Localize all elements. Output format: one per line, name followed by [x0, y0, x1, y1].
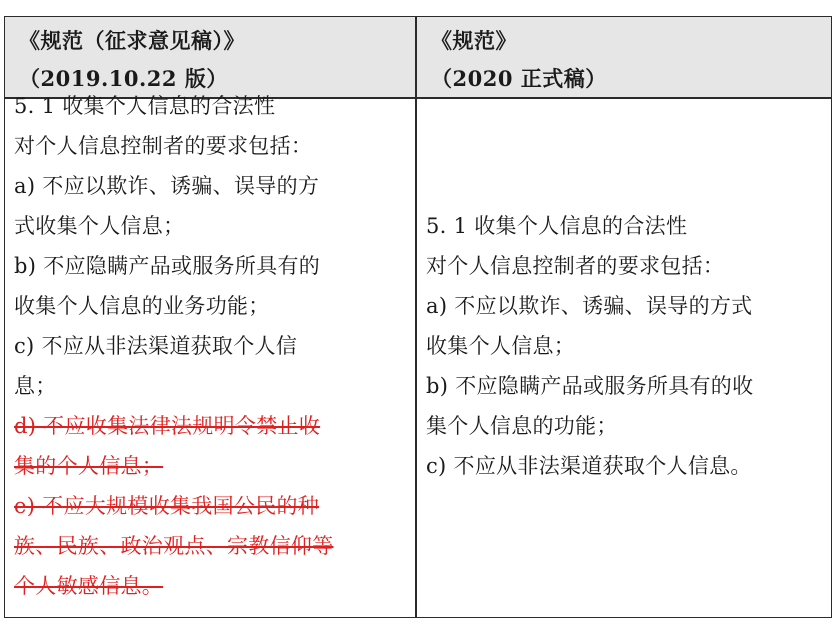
final-line: 集个人信息的功能；	[426, 414, 618, 438]
draft-line: c) 不应从非法渠道获取个人信	[14, 334, 298, 358]
draft-line: 对个人信息控制者的要求包括：	[14, 134, 313, 158]
header-draft-title: 《规范（征求意见稿）》	[19, 28, 245, 53]
draft-line: 收集个人信息的业务功能；	[14, 294, 270, 318]
header-final-version	[431, 17, 821, 97]
draft-line: a) 不应以欺诈、诱骗、误导的方	[14, 174, 320, 198]
header-final-title: 《规范》	[431, 28, 517, 53]
draft-line: 息；	[14, 374, 57, 398]
final-line: 对个人信息控制者的要求包括：	[426, 254, 725, 278]
final-line: a) 不应以欺诈、诱骗、误导的方式	[426, 294, 753, 318]
draft-line: 5. 1 收集个人信息的合法性	[14, 94, 276, 118]
header-draft-date: （2019.10.22 版）	[19, 66, 228, 91]
deleted-line: d) 不应收集法律法规明令禁止收	[14, 414, 321, 438]
deleted-line: 集的个人信息；	[14, 454, 164, 478]
draft-line: 式收集个人信息；	[14, 214, 185, 238]
draft-content	[14, 86, 404, 606]
final-content	[426, 206, 821, 486]
draft-line: b) 不应隐瞒产品或服务所具有的	[14, 254, 321, 278]
deleted-line: e) 不应大规模收集我国公民的种	[14, 494, 320, 518]
deleted-line: 个人敏感信息。	[14, 574, 164, 598]
final-line: 收集个人信息；	[426, 334, 576, 358]
final-line: b) 不应隐瞒产品或服务所具有的收	[426, 374, 754, 398]
final-line: c) 不应从非法渠道获取个人信息。	[426, 454, 752, 478]
header-final-date: （2020 正式稿）	[431, 66, 607, 91]
final-line: 5. 1 收集个人信息的合法性	[426, 214, 688, 238]
deleted-line: 族、民族、政治观点、宗教信仰等	[14, 534, 334, 558]
column-divider	[415, 17, 417, 617]
header-draft-version	[19, 17, 409, 97]
